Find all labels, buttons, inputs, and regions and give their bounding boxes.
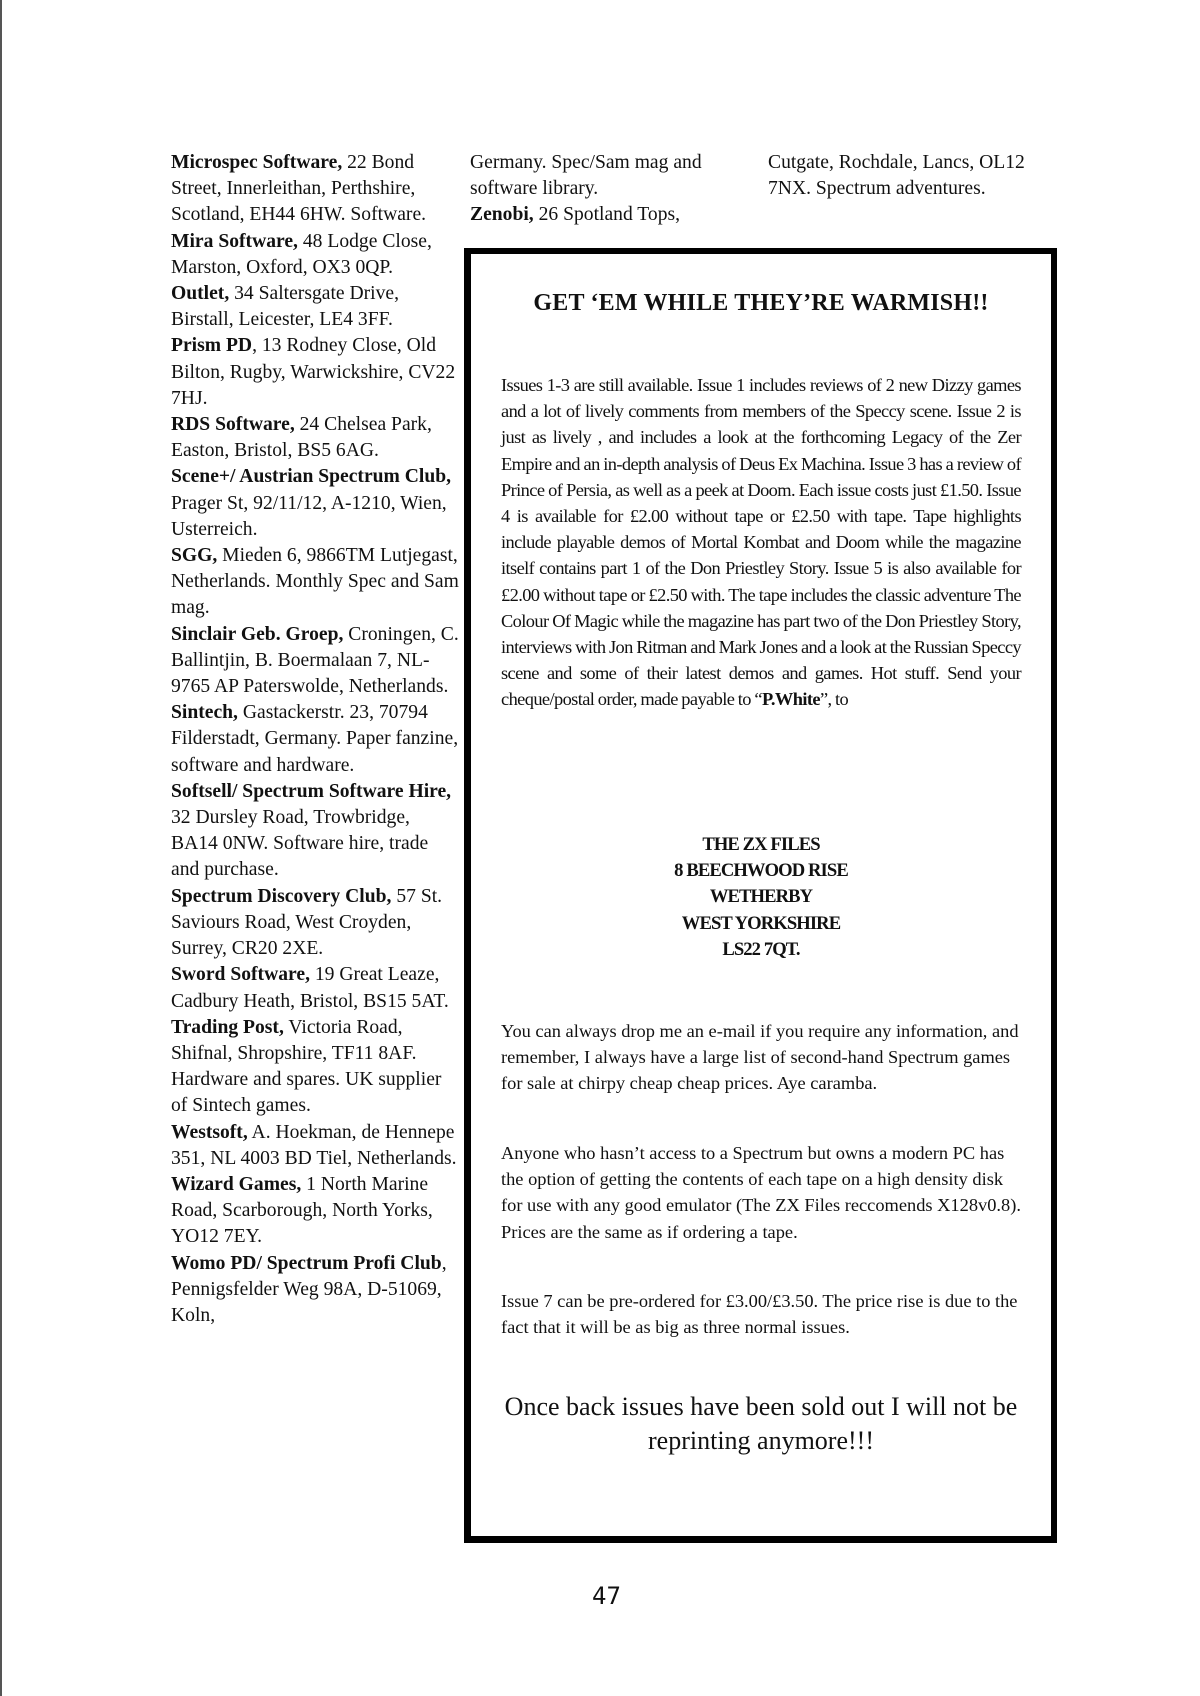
page-edge (0, 0, 2, 1696)
ad-body (501, 372, 1021, 713)
directory-entry (470, 150, 760, 202)
entry-details: 48 Lodge Close, Marston, Oxford, OX3 0QP. (171, 230, 432, 278)
directory-column-3 (768, 150, 1058, 202)
entry-details: Mieden 6, 9866TM Lutjegast, Netherlands. Monthly Spec and Sam mag. (171, 545, 459, 619)
entry-name: Microspec Software, (171, 152, 343, 173)
entry-details: , 13 Rodney Close, Old Bilton, Rugby, Warwickshire, CV22 7HJ. (171, 335, 456, 409)
directory-entry (171, 412, 461, 464)
directory-entry (171, 150, 461, 229)
email-paragraph: You can always drop me an e-mail if you require any information, and remember, I always have a large list of second-hand Spectrum games for sale at chirpy cheap cheap prices. Aye caramba. (501, 1021, 1019, 1094)
entry-details: 24 Chelsea Park, Easton, Bristol, BS5 6AG. (171, 414, 432, 462)
directory-column-2 (470, 150, 760, 229)
directory-entry (171, 464, 461, 543)
directory-entry (171, 333, 461, 412)
entry-name: Womo PD/ Spectrum Profi Club (171, 1252, 442, 1274)
directory-entry (171, 1251, 461, 1330)
payee-name: P.White (761, 689, 820, 710)
directory-entry (171, 962, 461, 1014)
ad-body-text: Issues 1-3 are still available. Issue 1 includes reviews of 2 new Dizzy games and a lot of lively comments from members of the Speccy scene. Issue 2 is just as lively , and includes a look at the forthcoming Legacy of the Zer Empire and an in-depth analysis of Deus Ex Machina. Issue 3 has a review of Prince of Persia, as well as a peek at Doom. Each issue costs just £1.50. Issue 4 is available for £2.00 without tape or £2.50 with tape. Tape highlights include playable demos of Mortal Kombat and Doom while the magazine itself contains part 1 of the Don Priestley Story. Issue 5 is also available for £2.00 without tape or £2.50 with. The tape includes the classic adventure The Colour Of Magic while the magazine has part two of the Don Priestley Story, interviews with Jon Ritman and Mark Jones and a look at the Russian Speccy scene and some of their latest demos and games. Hot stuff. Send your cheque/postal order, made payable to (501, 375, 1021, 710)
entry-name: Sintech, (171, 702, 238, 724)
directory-entry (470, 202, 760, 228)
ad-title: GET ‘EM WHILE THEY’RE WARMISH!! (533, 290, 989, 316)
directory-entry (171, 700, 461, 779)
entry-details: Croningen, C. Ballintjin, B. Boermalaan 7, NL-9765 AP Paterswolde, Netherlands. (171, 623, 459, 698)
entry-details: 26 Spotland Tops, (533, 204, 681, 226)
mailing-address (471, 832, 1051, 963)
address-line: WETHERBY (709, 886, 813, 908)
entry-details: 22 Bond Street, Innerleithan, Perthshire, Scotland, EH44 6HW. Software. (171, 152, 427, 226)
directory-entry (171, 281, 461, 333)
entry-details: 1 North Marine Road, Scarborough, North Yorks, YO12 7EY. (171, 1173, 433, 1248)
entry-name: Westsoft, (171, 1121, 248, 1143)
payee-close: ”, to (819, 689, 849, 710)
entry-name: Sinclair Geb. Groep, (171, 623, 344, 645)
directory-entry (171, 1120, 461, 1172)
entry-details: 34 Saltersgate Drive, Birstall, Leicester, LE4 3FF. (171, 283, 399, 331)
quote-open: “ (754, 689, 762, 710)
address-line: THE ZX FILES (702, 834, 820, 855)
address-line: 8 BEECHWOOD RISE (674, 860, 848, 882)
entry-name: Softsell/ Spectrum Software Hire, (171, 780, 452, 802)
entry-details: Prager St, 92/11/12, A-1210, Wien, Usterreich. (171, 492, 447, 540)
entry-name: Prism PD (171, 335, 253, 357)
entry-details: A. Hoekman, de Hennepe 351, NL 4003 BD Tiel, Netherlands. (171, 1121, 457, 1169)
entry-details: Germany. Spec/Sam mag and software library. (470, 152, 702, 200)
page-number: 47 (592, 1582, 621, 1610)
entry-details: 19 Great Leaze, Cadbury Heath, Bristol, BS15 5AT. (171, 964, 449, 1012)
back-issues-ad-box (464, 248, 1057, 1543)
entry-name: SGG, (171, 545, 218, 567)
entry-name: Outlet, (171, 283, 230, 305)
entry-details: Gastackerstr. 23, 70794 Filderstadt, Germany. Paper fanzine, software and hardware. (171, 702, 459, 776)
directory-entry (171, 229, 461, 281)
entry-name: Sword Software, (171, 964, 310, 986)
entry-details: Victoria Road, Shifnal, Shropshire, TF11 8AF. Hardware and spares. UK supplier of Sintech games. (171, 1016, 442, 1117)
address-line: LS22 7QT. (722, 938, 800, 960)
directory-entry (768, 150, 1058, 202)
directory-column-1 (171, 150, 461, 1329)
entry-name: Wizard Games, (171, 1173, 302, 1195)
reprint-notice: Once back issues have been sold out I will not be reprinting anymore!!! (504, 1392, 1018, 1455)
entry-details: 57 St. Saviours Road, West Croyden, Surrey, CR20 2XE. (171, 885, 443, 960)
entry-details: Cutgate, Rochdale, Lancs, OL12 7NX. Spectrum adventures. (768, 152, 1025, 200)
directory-entry (171, 1015, 461, 1120)
directory-entry (171, 1172, 461, 1251)
entry-name: Zenobi, (470, 204, 534, 226)
directory-entry (171, 543, 461, 622)
directory-entry (171, 622, 461, 701)
entry-details: 32 Dursley Road, Trowbridge, BA14 0NW. Software hire, trade and purchase. (171, 807, 429, 881)
directory-entry (171, 779, 461, 884)
entry-name: RDS Software, (171, 414, 295, 436)
pc-paragraph: Anyone who hasn’t access to a Spectrum but owns a modern PC has the option of getting the contents of each tape on a high density disk for use with any good emulator (The ZX Files reccomends X128v0.8). Prices are the same as if ordering a tape. (501, 1143, 1021, 1242)
entry-name: Mira Software, (171, 230, 298, 252)
address-line: WEST YORKSHIRE (681, 912, 841, 934)
entry-details: , Pennigsfelder Weg 98A, D-51069, Koln, (171, 1252, 447, 1326)
directory-entry (171, 884, 461, 963)
entry-name: Spectrum Discovery Club, (171, 885, 392, 907)
issue7-paragraph: Issue 7 can be pre-ordered for £3.00/£3.50. The price rise is due to the fact that it will be as big as three normal issues. (501, 1291, 1018, 1338)
entry-name: Scene+/ Austrian Spectrum Club, (171, 466, 452, 488)
entry-name: Trading Post, (171, 1016, 284, 1038)
